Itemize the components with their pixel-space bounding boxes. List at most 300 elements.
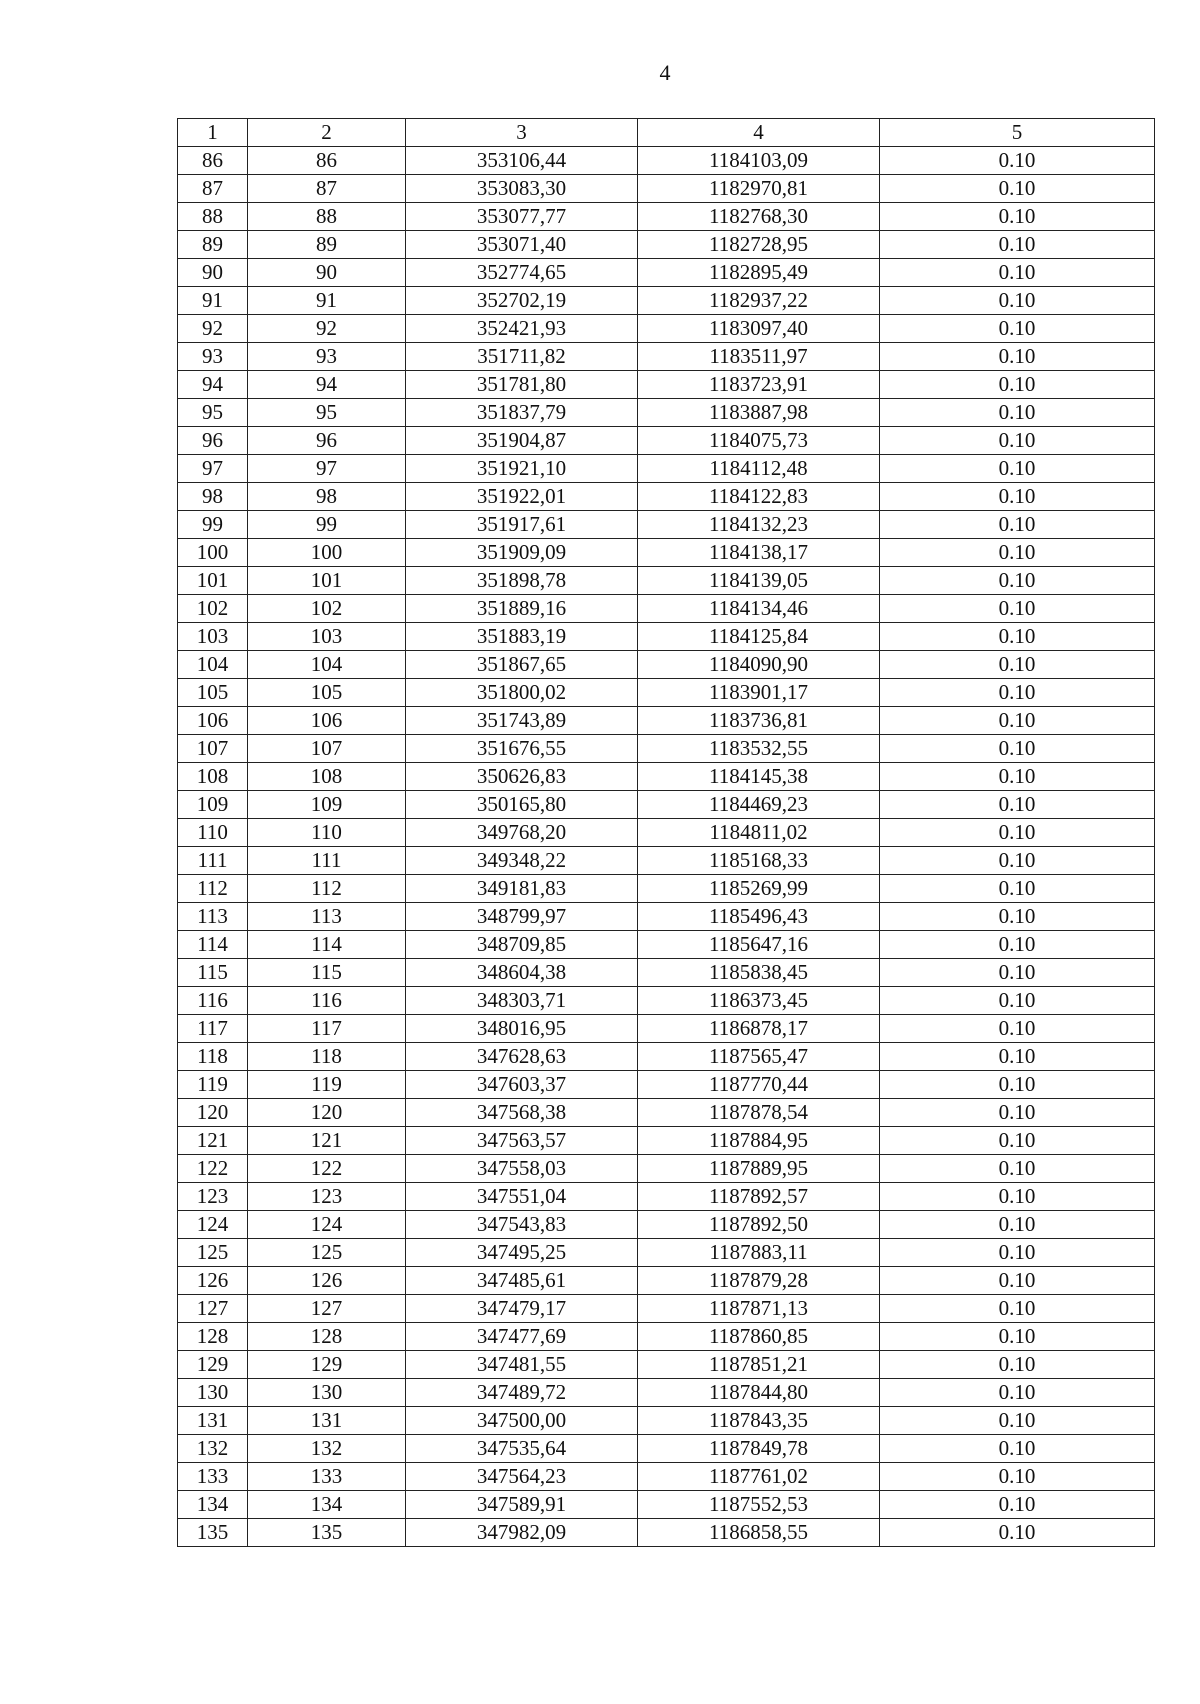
x-coordinate-cell: 353077,77 (406, 203, 638, 231)
point-id-cell: 116 (248, 987, 406, 1015)
table-row (178, 1099, 1155, 1127)
tolerance-cell: 0.10 (880, 1407, 1155, 1435)
tolerance-cell: 0.10 (880, 1043, 1155, 1071)
y-coordinate-cell: 1185269,99 (638, 875, 880, 903)
x-coordinate-cell: 347603,37 (406, 1071, 638, 1099)
point-number-cell: 95 (178, 399, 248, 427)
x-coordinate-cell: 352421,93 (406, 315, 638, 343)
y-coordinate-cell: 1183901,17 (638, 679, 880, 707)
table-row (178, 539, 1155, 567)
tolerance-cell: 0.10 (880, 1295, 1155, 1323)
tolerance-cell: 0.10 (880, 1267, 1155, 1295)
point-number-cell: 119 (178, 1071, 248, 1099)
y-coordinate-cell: 1184469,23 (638, 791, 880, 819)
point-number-cell: 97 (178, 455, 248, 483)
header-cell-1: 1 (178, 119, 248, 147)
table-row (178, 959, 1155, 987)
y-coordinate-cell: 1187889,95 (638, 1155, 880, 1183)
y-coordinate-cell: 1184132,23 (638, 511, 880, 539)
tolerance-cell: 0.10 (880, 371, 1155, 399)
point-id-cell: 129 (248, 1351, 406, 1379)
table-row (178, 1379, 1155, 1407)
y-coordinate-cell: 1187883,11 (638, 1239, 880, 1267)
tolerance-cell: 0.10 (880, 259, 1155, 287)
table-row (178, 847, 1155, 875)
point-number-cell: 102 (178, 595, 248, 623)
tolerance-cell: 0.10 (880, 539, 1155, 567)
tolerance-cell: 0.10 (880, 1435, 1155, 1463)
point-id-cell: 133 (248, 1463, 406, 1491)
x-coordinate-cell: 347489,72 (406, 1379, 638, 1407)
y-coordinate-cell: 1184112,48 (638, 455, 880, 483)
x-coordinate-cell: 348709,85 (406, 931, 638, 959)
point-id-cell: 95 (248, 399, 406, 427)
x-coordinate-cell: 349768,20 (406, 819, 638, 847)
x-coordinate-cell: 347481,55 (406, 1351, 638, 1379)
y-coordinate-cell: 1186858,55 (638, 1519, 880, 1547)
point-number-cell: 125 (178, 1239, 248, 1267)
x-coordinate-cell: 351867,65 (406, 651, 638, 679)
table-row (178, 595, 1155, 623)
tolerance-cell: 0.10 (880, 1127, 1155, 1155)
x-coordinate-cell: 349181,83 (406, 875, 638, 903)
point-number-cell: 87 (178, 175, 248, 203)
point-id-cell: 134 (248, 1491, 406, 1519)
tolerance-cell: 0.10 (880, 567, 1155, 595)
table-row (178, 567, 1155, 595)
point-number-cell: 128 (178, 1323, 248, 1351)
point-number-cell: 110 (178, 819, 248, 847)
tolerance-cell: 0.10 (880, 1099, 1155, 1127)
point-id-cell: 122 (248, 1155, 406, 1183)
point-id-cell: 108 (248, 763, 406, 791)
tolerance-cell: 0.10 (880, 175, 1155, 203)
point-id-cell: 91 (248, 287, 406, 315)
x-coordinate-cell: 351898,78 (406, 567, 638, 595)
point-number-cell: 122 (178, 1155, 248, 1183)
y-coordinate-cell: 1185647,16 (638, 931, 880, 959)
point-id-cell: 109 (248, 791, 406, 819)
point-id-cell: 135 (248, 1519, 406, 1547)
tolerance-cell: 0.10 (880, 1491, 1155, 1519)
point-number-cell: 120 (178, 1099, 248, 1127)
point-number-cell: 124 (178, 1211, 248, 1239)
point-number-cell: 132 (178, 1435, 248, 1463)
point-number-cell: 134 (178, 1491, 248, 1519)
point-id-cell: 113 (248, 903, 406, 931)
point-id-cell: 130 (248, 1379, 406, 1407)
x-coordinate-cell: 351889,16 (406, 595, 638, 623)
tolerance-cell: 0.10 (880, 315, 1155, 343)
header-cell-5: 5 (880, 119, 1155, 147)
x-coordinate-cell: 347477,69 (406, 1323, 638, 1351)
x-coordinate-cell: 351743,89 (406, 707, 638, 735)
point-id-cell: 96 (248, 427, 406, 455)
x-coordinate-cell: 347982,09 (406, 1519, 638, 1547)
point-number-cell: 90 (178, 259, 248, 287)
y-coordinate-cell: 1187844,80 (638, 1379, 880, 1407)
point-id-cell: 127 (248, 1295, 406, 1323)
x-coordinate-cell: 351711,82 (406, 343, 638, 371)
point-id-cell: 124 (248, 1211, 406, 1239)
table-row (178, 763, 1155, 791)
x-coordinate-cell: 347479,17 (406, 1295, 638, 1323)
point-id-cell: 94 (248, 371, 406, 399)
y-coordinate-cell: 1185838,45 (638, 959, 880, 987)
tolerance-cell: 0.10 (880, 343, 1155, 371)
y-coordinate-cell: 1182768,30 (638, 203, 880, 231)
y-coordinate-cell: 1187878,54 (638, 1099, 880, 1127)
x-coordinate-cell: 349348,22 (406, 847, 638, 875)
point-id-cell: 111 (248, 847, 406, 875)
y-coordinate-cell: 1187552,53 (638, 1491, 880, 1519)
point-number-cell: 115 (178, 959, 248, 987)
y-coordinate-cell: 1187565,47 (638, 1043, 880, 1071)
y-coordinate-cell: 1187879,28 (638, 1267, 880, 1295)
point-id-cell: 86 (248, 147, 406, 175)
x-coordinate-cell: 353083,30 (406, 175, 638, 203)
point-id-cell: 103 (248, 623, 406, 651)
point-number-cell: 112 (178, 875, 248, 903)
point-id-cell: 118 (248, 1043, 406, 1071)
point-id-cell: 89 (248, 231, 406, 259)
table-row (178, 791, 1155, 819)
table-row (178, 1015, 1155, 1043)
tolerance-cell: 0.10 (880, 791, 1155, 819)
table-row (178, 623, 1155, 651)
x-coordinate-cell: 353106,44 (406, 147, 638, 175)
point-number-cell: 106 (178, 707, 248, 735)
point-number-cell: 113 (178, 903, 248, 931)
table-row (178, 875, 1155, 903)
x-coordinate-cell: 351917,61 (406, 511, 638, 539)
point-number-cell: 107 (178, 735, 248, 763)
point-number-cell: 135 (178, 1519, 248, 1547)
point-id-cell: 88 (248, 203, 406, 231)
point-number-cell: 96 (178, 427, 248, 455)
tolerance-cell: 0.10 (880, 483, 1155, 511)
table-header-row (178, 119, 1155, 147)
x-coordinate-cell: 347543,83 (406, 1211, 638, 1239)
point-id-cell: 92 (248, 315, 406, 343)
x-coordinate-cell: 351883,19 (406, 623, 638, 651)
tolerance-cell: 0.10 (880, 931, 1155, 959)
y-coordinate-cell: 1184134,46 (638, 595, 880, 623)
point-number-cell: 114 (178, 931, 248, 959)
tolerance-cell: 0.10 (880, 847, 1155, 875)
table-row (178, 1435, 1155, 1463)
tolerance-cell: 0.10 (880, 203, 1155, 231)
table-row (178, 1071, 1155, 1099)
point-id-cell: 99 (248, 511, 406, 539)
point-number-cell: 94 (178, 371, 248, 399)
point-id-cell: 120 (248, 1099, 406, 1127)
table-row (178, 231, 1155, 259)
point-number-cell: 111 (178, 847, 248, 875)
tolerance-cell: 0.10 (880, 1323, 1155, 1351)
y-coordinate-cell: 1186878,17 (638, 1015, 880, 1043)
tolerance-cell: 0.10 (880, 1463, 1155, 1491)
table-row (178, 371, 1155, 399)
table-row (178, 343, 1155, 371)
tolerance-cell: 0.10 (880, 1071, 1155, 1099)
point-number-cell: 105 (178, 679, 248, 707)
table-row (178, 1491, 1155, 1519)
y-coordinate-cell: 1184125,84 (638, 623, 880, 651)
tolerance-cell: 0.10 (880, 147, 1155, 175)
point-number-cell: 108 (178, 763, 248, 791)
x-coordinate-cell: 352774,65 (406, 259, 638, 287)
y-coordinate-cell: 1185168,33 (638, 847, 880, 875)
y-coordinate-cell: 1184139,05 (638, 567, 880, 595)
y-coordinate-cell: 1182895,49 (638, 259, 880, 287)
point-number-cell: 92 (178, 315, 248, 343)
point-number-cell: 101 (178, 567, 248, 595)
point-number-cell: 109 (178, 791, 248, 819)
x-coordinate-cell: 347563,57 (406, 1127, 638, 1155)
tolerance-cell: 0.10 (880, 231, 1155, 259)
x-coordinate-cell: 347558,03 (406, 1155, 638, 1183)
y-coordinate-cell: 1184090,90 (638, 651, 880, 679)
x-coordinate-cell: 353071,40 (406, 231, 638, 259)
y-coordinate-cell: 1182937,22 (638, 287, 880, 315)
page-number: 4 (659, 60, 671, 85)
point-id-cell: 98 (248, 483, 406, 511)
point-number-cell: 103 (178, 623, 248, 651)
x-coordinate-cell: 347589,91 (406, 1491, 638, 1519)
x-coordinate-cell: 351676,55 (406, 735, 638, 763)
point-id-cell: 115 (248, 959, 406, 987)
point-id-cell: 97 (248, 455, 406, 483)
table-row (178, 651, 1155, 679)
point-id-cell: 121 (248, 1127, 406, 1155)
point-number-cell: 91 (178, 287, 248, 315)
point-number-cell: 98 (178, 483, 248, 511)
tolerance-cell: 0.10 (880, 1351, 1155, 1379)
x-coordinate-cell: 347500,00 (406, 1407, 638, 1435)
point-number-cell: 123 (178, 1183, 248, 1211)
point-number-cell: 93 (178, 343, 248, 371)
tolerance-cell: 0.10 (880, 287, 1155, 315)
table-row (178, 315, 1155, 343)
point-id-cell: 90 (248, 259, 406, 287)
x-coordinate-cell: 348303,71 (406, 987, 638, 1015)
tolerance-cell: 0.10 (880, 427, 1155, 455)
point-id-cell: 132 (248, 1435, 406, 1463)
point-id-cell: 112 (248, 875, 406, 903)
y-coordinate-cell: 1182728,95 (638, 231, 880, 259)
table-row (178, 1155, 1155, 1183)
point-id-cell: 110 (248, 819, 406, 847)
tolerance-cell: 0.10 (880, 1211, 1155, 1239)
table-row (178, 259, 1155, 287)
tolerance-cell: 0.10 (880, 875, 1155, 903)
point-id-cell: 107 (248, 735, 406, 763)
table-row (178, 1463, 1155, 1491)
point-number-cell: 129 (178, 1351, 248, 1379)
table-row (178, 427, 1155, 455)
table-row (178, 455, 1155, 483)
point-id-cell: 114 (248, 931, 406, 959)
x-coordinate-cell: 350626,83 (406, 763, 638, 791)
point-number-cell: 89 (178, 231, 248, 259)
x-coordinate-cell: 347628,63 (406, 1043, 638, 1071)
table-row (178, 1043, 1155, 1071)
point-id-cell: 119 (248, 1071, 406, 1099)
tolerance-cell: 0.10 (880, 735, 1155, 763)
y-coordinate-cell: 1184138,17 (638, 539, 880, 567)
table-row (178, 903, 1155, 931)
table-row (178, 175, 1155, 203)
tolerance-cell: 0.10 (880, 903, 1155, 931)
y-coordinate-cell: 1187871,13 (638, 1295, 880, 1323)
point-id-cell: 105 (248, 679, 406, 707)
table-row (178, 147, 1155, 175)
point-number-cell: 130 (178, 1379, 248, 1407)
tolerance-cell: 0.10 (880, 595, 1155, 623)
table-row (178, 399, 1155, 427)
tolerance-cell: 0.10 (880, 511, 1155, 539)
table-row (178, 679, 1155, 707)
tolerance-cell: 0.10 (880, 1379, 1155, 1407)
point-id-cell: 101 (248, 567, 406, 595)
point-id-cell: 126 (248, 1267, 406, 1295)
y-coordinate-cell: 1187851,21 (638, 1351, 880, 1379)
y-coordinate-cell: 1182970,81 (638, 175, 880, 203)
tolerance-cell: 0.10 (880, 399, 1155, 427)
tolerance-cell: 0.10 (880, 1239, 1155, 1267)
table-row (178, 1127, 1155, 1155)
y-coordinate-cell: 1184811,02 (638, 819, 880, 847)
point-id-cell: 128 (248, 1323, 406, 1351)
point-id-cell: 93 (248, 343, 406, 371)
point-number-cell: 100 (178, 539, 248, 567)
y-coordinate-cell: 1183532,55 (638, 735, 880, 763)
y-coordinate-cell: 1187761,02 (638, 1463, 880, 1491)
point-number-cell: 126 (178, 1267, 248, 1295)
point-number-cell: 133 (178, 1463, 248, 1491)
table-row (178, 1211, 1155, 1239)
x-coordinate-cell: 347535,64 (406, 1435, 638, 1463)
point-id-cell: 100 (248, 539, 406, 567)
point-number-cell: 99 (178, 511, 248, 539)
table-row (178, 1323, 1155, 1351)
x-coordinate-cell: 351837,79 (406, 399, 638, 427)
point-number-cell: 127 (178, 1295, 248, 1323)
x-coordinate-cell: 351904,87 (406, 427, 638, 455)
point-id-cell: 125 (248, 1239, 406, 1267)
point-number-cell: 117 (178, 1015, 248, 1043)
table-row (178, 1183, 1155, 1211)
y-coordinate-cell: 1183887,98 (638, 399, 880, 427)
tolerance-cell: 0.10 (880, 651, 1155, 679)
point-number-cell: 104 (178, 651, 248, 679)
header-cell-2: 2 (248, 119, 406, 147)
y-coordinate-cell: 1185496,43 (638, 903, 880, 931)
tolerance-cell: 0.10 (880, 1183, 1155, 1211)
x-coordinate-cell: 352702,19 (406, 287, 638, 315)
table-row (178, 511, 1155, 539)
tolerance-cell: 0.10 (880, 679, 1155, 707)
table-row (178, 1407, 1155, 1435)
x-coordinate-cell: 348016,95 (406, 1015, 638, 1043)
tolerance-cell: 0.10 (880, 1155, 1155, 1183)
table-row (178, 735, 1155, 763)
table-row (178, 931, 1155, 959)
table-row (178, 1351, 1155, 1379)
point-number-cell: 88 (178, 203, 248, 231)
point-number-cell: 131 (178, 1407, 248, 1435)
tolerance-cell: 0.10 (880, 623, 1155, 651)
x-coordinate-cell: 351909,09 (406, 539, 638, 567)
point-number-cell: 86 (178, 147, 248, 175)
point-number-cell: 121 (178, 1127, 248, 1155)
table-row (178, 1267, 1155, 1295)
point-id-cell: 102 (248, 595, 406, 623)
table-row (178, 819, 1155, 847)
y-coordinate-cell: 1184075,73 (638, 427, 880, 455)
y-coordinate-cell: 1186373,45 (638, 987, 880, 1015)
x-coordinate-cell: 351921,10 (406, 455, 638, 483)
y-coordinate-cell: 1187860,85 (638, 1323, 880, 1351)
table-row (178, 707, 1155, 735)
y-coordinate-cell: 1184145,38 (638, 763, 880, 791)
header-cell-4: 4 (638, 119, 880, 147)
tolerance-cell: 0.10 (880, 763, 1155, 791)
y-coordinate-cell: 1184122,83 (638, 483, 880, 511)
x-coordinate-cell: 347495,25 (406, 1239, 638, 1267)
table-row (178, 1239, 1155, 1267)
point-id-cell: 131 (248, 1407, 406, 1435)
table-row (178, 1519, 1155, 1547)
tolerance-cell: 0.10 (880, 1015, 1155, 1043)
y-coordinate-cell: 1187770,44 (638, 1071, 880, 1099)
point-number-cell: 116 (178, 987, 248, 1015)
y-coordinate-cell: 1187892,57 (638, 1183, 880, 1211)
header-cell-3: 3 (406, 119, 638, 147)
tolerance-cell: 0.10 (880, 1519, 1155, 1547)
y-coordinate-cell: 1183097,40 (638, 315, 880, 343)
x-coordinate-cell: 351781,80 (406, 371, 638, 399)
y-coordinate-cell: 1183723,91 (638, 371, 880, 399)
y-coordinate-cell: 1183511,97 (638, 343, 880, 371)
table-row (178, 203, 1155, 231)
tolerance-cell: 0.10 (880, 819, 1155, 847)
table-row (178, 1295, 1155, 1323)
y-coordinate-cell: 1187843,35 (638, 1407, 880, 1435)
table-row (178, 483, 1155, 511)
tolerance-cell: 0.10 (880, 707, 1155, 735)
x-coordinate-cell: 348799,97 (406, 903, 638, 931)
table-row (178, 987, 1155, 1015)
point-id-cell: 123 (248, 1183, 406, 1211)
x-coordinate-cell: 350165,80 (406, 791, 638, 819)
x-coordinate-cell: 347551,04 (406, 1183, 638, 1211)
y-coordinate-cell: 1187892,50 (638, 1211, 880, 1239)
coordinates-table (177, 118, 1155, 1547)
y-coordinate-cell: 1187884,95 (638, 1127, 880, 1155)
point-number-cell: 118 (178, 1043, 248, 1071)
point-id-cell: 104 (248, 651, 406, 679)
table-row (178, 287, 1155, 315)
point-id-cell: 106 (248, 707, 406, 735)
point-id-cell: 87 (248, 175, 406, 203)
tolerance-cell: 0.10 (880, 987, 1155, 1015)
y-coordinate-cell: 1183736,81 (638, 707, 880, 735)
x-coordinate-cell: 351800,02 (406, 679, 638, 707)
point-id-cell: 117 (248, 1015, 406, 1043)
y-coordinate-cell: 1187849,78 (638, 1435, 880, 1463)
